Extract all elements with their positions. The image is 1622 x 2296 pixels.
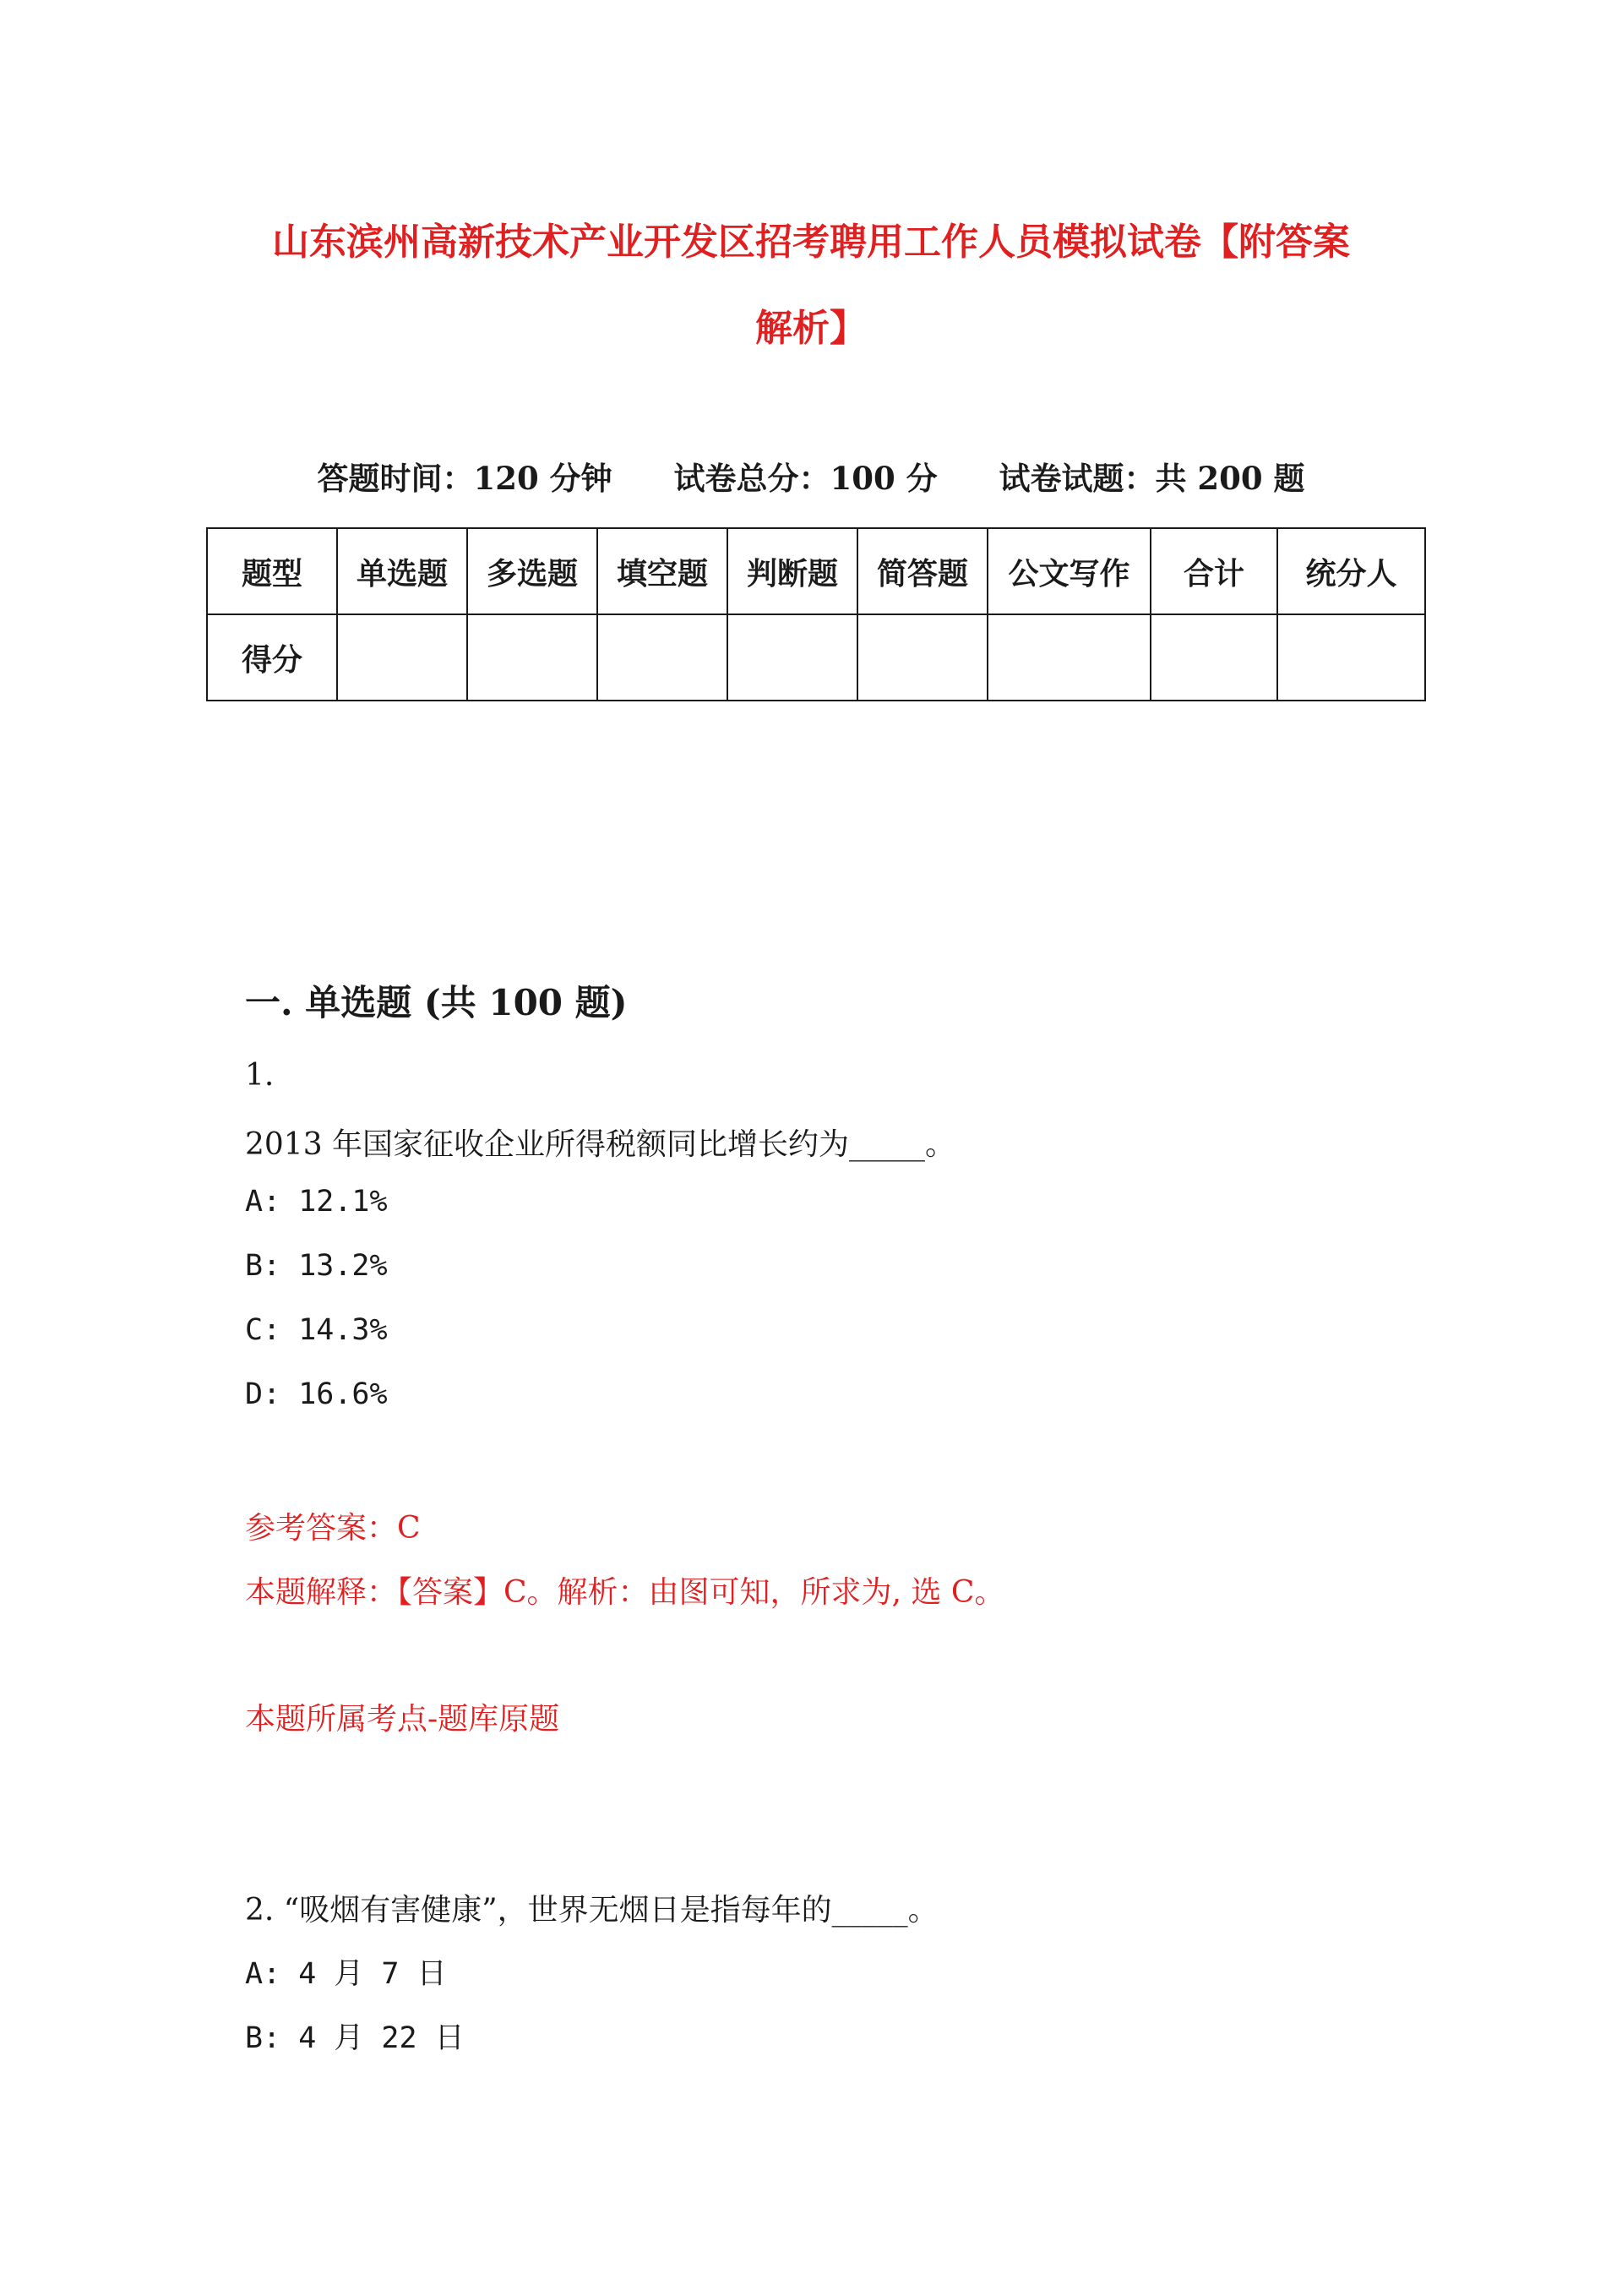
- score-cell: [597, 614, 727, 701]
- score-table-header: 单选题: [337, 528, 467, 614]
- exam-info: [203, 453, 1419, 499]
- exam-question-count: 试卷试题：共 200 题: [999, 460, 1305, 497]
- score-cell: [467, 614, 597, 701]
- question-1-stem: 2013 年国家征收企业所得税额同比增长约为_____。: [245, 1127, 956, 1162]
- question-1-explanation: 本题解释：【答案】C。解析：由图可知，所求为, 选 C。: [245, 1575, 1005, 1610]
- exam-time: 答题时间：120 分钟: [317, 460, 612, 497]
- score-cell: [1151, 614, 1277, 701]
- question-1-option-c: C: 14.3%: [245, 1313, 388, 1347]
- question-2-stem: 2. “吸烟有害健康”，世界无烟日是指每年的_____。: [245, 1893, 939, 1928]
- document-title-line-1: 山东滨州高新技术产业开发区招考聘用工作人员模拟试卷【附答案: [272, 221, 1350, 264]
- score-table-header: 判断题: [727, 528, 857, 614]
- score-table-header: 简答题: [857, 528, 988, 614]
- score-cell: [727, 614, 857, 701]
- score-table-header: 公文写作: [988, 528, 1151, 614]
- score-table-header: 多选题: [467, 528, 597, 614]
- question-1-option-d: D: 16.6%: [245, 1377, 388, 1411]
- exam-total-score: 试卷总分：100 分: [673, 460, 938, 497]
- document-title-line-2: 解析】: [755, 307, 867, 350]
- score-table-score-row: [207, 614, 1425, 701]
- section-heading: 一. 单选题 (共 100 题): [245, 982, 628, 1023]
- score-cell: [1277, 614, 1425, 701]
- score-table-header: 填空题: [597, 528, 727, 614]
- question-1-option-a: A: 12.1%: [245, 1185, 388, 1219]
- score-cell: [857, 614, 988, 701]
- question-1-option-b: B: 13.2%: [245, 1249, 388, 1283]
- question-1-number: 1.: [245, 1058, 275, 1093]
- question-1-topic: 本题所属考点-题库原题: [245, 1702, 560, 1737]
- score-table-header: 题型: [207, 528, 337, 614]
- score-cell: [337, 614, 467, 701]
- score-row-label: 得分: [207, 614, 337, 701]
- score-table: [206, 527, 1426, 701]
- score-table-header: 合计: [1151, 528, 1277, 614]
- question-2-option-b: B: 4 月 22 日: [245, 2021, 465, 2055]
- question-2-option-a: A: 4 月 7 日: [245, 1957, 447, 1991]
- score-cell: [988, 614, 1151, 701]
- score-table-header: 统分人: [1277, 528, 1425, 614]
- question-1-answer: 参考答案：C: [245, 1511, 421, 1546]
- score-table-header-row: [207, 528, 1425, 614]
